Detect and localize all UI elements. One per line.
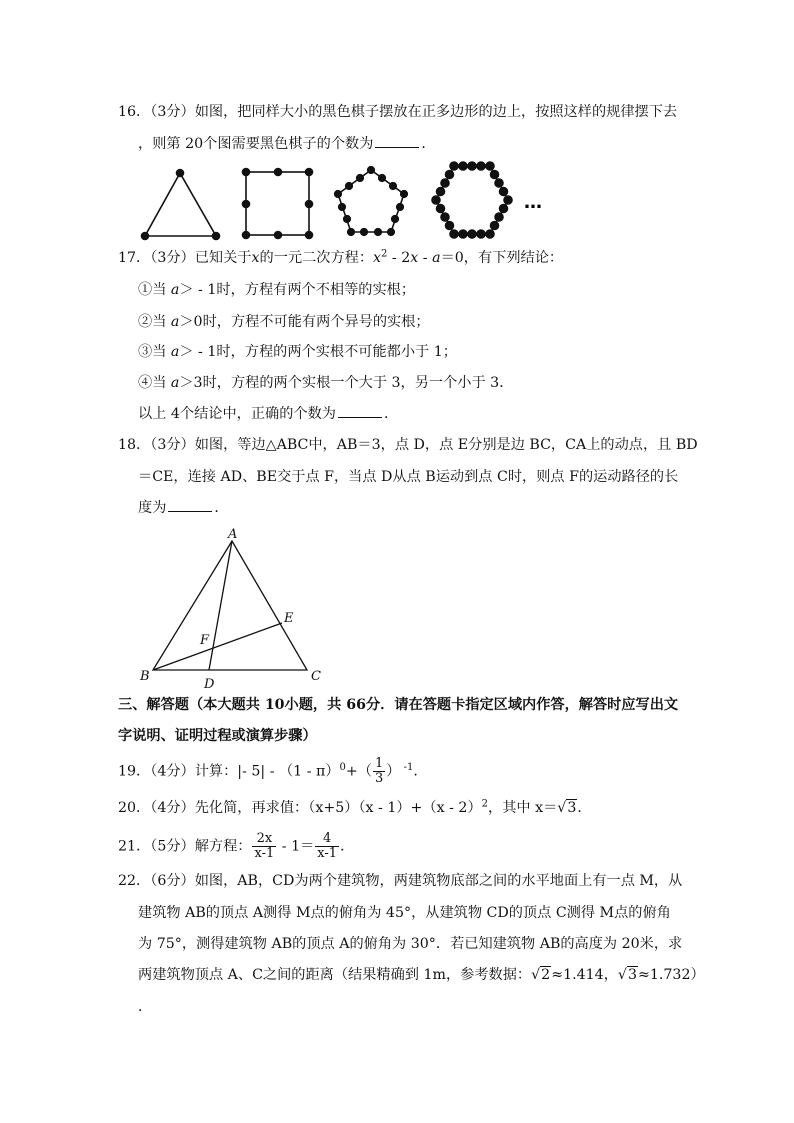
q17-conclusion xyxy=(138,403,398,425)
item-pre: ④当 xyxy=(138,375,171,391)
q18-line3 xyxy=(138,497,229,519)
radicand: 3 xyxy=(567,800,577,816)
fraction-4 xyxy=(315,832,339,861)
eq-x2: x xyxy=(410,250,419,266)
q20-a: 20．（4分）先化简，再求值：（x+5）（x - 1）+（x - 2） xyxy=(118,800,482,816)
q22-line1: 22．（6分）如图，AB，CD为两个建筑物，两建筑物底部之间的水平地面上有一点 M，从 xyxy=(118,873,683,889)
answer-blank xyxy=(168,497,212,512)
q22-line4-b: ≈1.414， xyxy=(551,967,618,983)
q22-line4 xyxy=(138,964,705,986)
q17-item-3 xyxy=(138,341,457,363)
q21-a: 21．（5分）解方程： xyxy=(118,838,252,855)
item-post: ＞3时，方程的两个实根一个大于 3，另一个小于 3． xyxy=(179,375,514,391)
label-A: A xyxy=(228,527,238,542)
label-E: E xyxy=(284,611,294,626)
q19-d: ． xyxy=(413,763,428,780)
item-var: a xyxy=(170,344,180,360)
q19-c: ） xyxy=(386,763,401,780)
q16-line1: 16．（3分）如图，把同样大小的黑色棋子摆放在正多边形的边上，按照这样的规律摆下去 xyxy=(118,104,678,120)
q21 xyxy=(118,832,354,861)
triangle-figure xyxy=(142,170,220,240)
q17-item-2 xyxy=(138,311,430,333)
section-heading-line2: 字说明、证明过程或演算步骤） xyxy=(118,728,317,744)
q18-period: ． xyxy=(214,500,229,516)
q22-line3: 为 75°，测得建筑物 AB的顶点 A的俯角为 30°．若已知建筑物 AB的高度为 20米，求 xyxy=(138,936,683,952)
eq-x: x xyxy=(373,250,382,266)
frac-num: 1 xyxy=(375,756,384,771)
hexagon-figure xyxy=(432,162,512,238)
eq-minus: - xyxy=(418,250,433,266)
q17-stem xyxy=(118,247,563,269)
item-var: a xyxy=(170,282,180,298)
q22-line4-a: 两建筑物顶点 A、C之间的距离（结果精确到 1m，参考数据： xyxy=(138,967,532,983)
q20-c: ． xyxy=(577,800,592,816)
q20-sup: 2 xyxy=(481,798,489,810)
q16-text: ，则第 20个图需要黑色棋子的个数为 xyxy=(138,136,374,152)
label-F: F xyxy=(200,633,210,648)
eq-b: - 2 xyxy=(387,250,411,266)
q17-stem-a: 17．（3分）已知关于 xyxy=(118,250,252,266)
q18-line1: 18．（3分）如图，等边△ABC中，AB＝3，点 D，点 E分别是边 BC，CA上的动点，且 BD xyxy=(118,437,698,453)
item-var: a xyxy=(170,314,180,330)
q22-line2: 建筑物 AB的顶点 A测得 M点的俯角为 45°，从建筑物 CD的顶点 C测得 M点的俯角 xyxy=(138,905,671,921)
item-post: ＞ - 1时，方程的两个实根不可能都小于 1； xyxy=(179,344,457,360)
q17-stem-b: 的一元二次方程： xyxy=(259,250,374,266)
item-post: ＞ - 1时，方程有两个不相等的实根； xyxy=(179,282,416,298)
eq-sup: 2 xyxy=(381,248,388,260)
frac-den: x-1 xyxy=(317,846,338,861)
q19-sup1: -1 xyxy=(400,761,414,773)
conclusion-text: 以上 4个结论中，正确的个数为 xyxy=(138,406,336,422)
label-C: C xyxy=(311,669,321,684)
q21-c: ． xyxy=(340,838,355,855)
sqrt-2: √2 xyxy=(531,967,551,983)
item-var: a xyxy=(170,375,180,391)
square-figure xyxy=(243,169,313,239)
frac-num: 2x xyxy=(252,832,276,847)
q16-period: ． xyxy=(421,136,436,152)
answer-blank xyxy=(338,403,382,418)
section-heading-line1: 三、解答题（本大题共 10小题，共 66分．请在答题卡指定区域内作答，解答时应写出文 xyxy=(118,697,679,713)
radicand: 2 xyxy=(541,967,551,983)
item-pre: ③当 xyxy=(138,344,171,360)
frac-den: x-1 xyxy=(254,846,275,861)
q17-item-1 xyxy=(138,279,415,301)
var-x: x xyxy=(251,250,260,266)
radicand: 3 xyxy=(627,967,637,983)
frac-num: 4 xyxy=(315,832,339,847)
fraction-2x xyxy=(252,832,276,861)
sqrt-3: √3 xyxy=(617,967,637,983)
q19-b: +（ xyxy=(345,763,372,780)
q21-b: - 1＝ xyxy=(277,838,315,855)
q19-sup0: 0 xyxy=(339,761,346,773)
q22-line5: ． xyxy=(138,999,153,1015)
q18-line3-text: 度为 xyxy=(138,500,167,516)
q19-a: 19．（4分）计算：|- 5| - （1 - π） xyxy=(118,763,340,780)
item-pre: ①当 xyxy=(138,282,171,298)
frac-den: 3 xyxy=(375,771,384,786)
q22-line4-c: ≈1.732） xyxy=(637,967,705,983)
pentagon-figure xyxy=(335,167,408,236)
item-post: ＞0时，方程不可能有两个异号的实根； xyxy=(179,314,430,330)
conclusion-period: ． xyxy=(383,406,399,422)
equilateral-triangle-figure xyxy=(153,541,307,670)
q19 xyxy=(118,757,428,786)
ellipsis: … xyxy=(524,192,542,213)
q20-b: ，其中 x＝ xyxy=(488,800,558,816)
item-pre: ②当 xyxy=(138,314,171,330)
eq-a: a xyxy=(432,250,441,266)
q20 xyxy=(118,797,592,819)
fraction-one-third xyxy=(373,757,385,786)
label-D: D xyxy=(204,677,215,692)
label-B: B xyxy=(140,669,150,684)
eq-tail: ＝0，有下列结论： xyxy=(440,250,564,266)
sqrt-3: √3 xyxy=(557,800,577,816)
q18-line2: ＝CE，连接 AD、BE交于点 F，当点 D从点 B运动到点 C时，则点 F的运动路径的长 xyxy=(138,469,679,485)
q17-item-4 xyxy=(138,372,513,394)
